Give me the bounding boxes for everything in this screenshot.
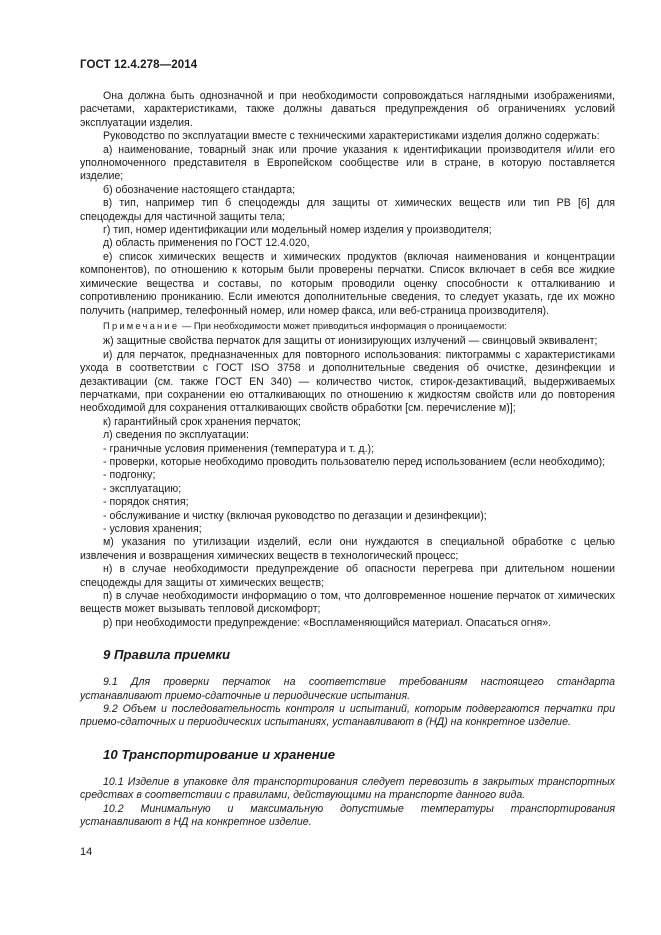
clause-10-1: 10.1 Изделие в упаковке для транспортирования следует перевозить в закрытых транспортных средствах в соответствии с правилами, действующими на транспорте данного вида.	[80, 775, 615, 802]
list-item-i: и) для перчаток, предназначенных для повторного использования: пиктограммы с характеристиками ухода в соответствии с ГОСТ ISO 3758 и дополнительные сведения об очистке, дезинфекции и дезактивации (см. также ГОСТ EN 340) — количество чисток, стирок-дезактиваций, выдерживаемых перчатками, при сохранении ею отталкивающих по отношению к жидкостям свойств или до повторения необходимой для сохранения отталкивающих свойств обработки [см. перечисление м)];	[80, 348, 615, 415]
paragraph: Она должна быть однозначной и при необходимости сопровождаться наглядными изображениями, расчетами, характеристиками, также должны даваться предупреждения об ограничениях условий эксплуатации изделия.	[80, 90, 615, 129]
list-item-g: г) тип, номер идентификации или модельный номер изделия у производителя;	[103, 224, 492, 237]
list-item-p: п) в случае необходимости информацию о том, что долговременное ношение перчаток от химических веществ может вызывать тепловой дискомфорт;	[80, 590, 615, 616]
section-10-heading: 10 Транспортирование и хранение	[103, 746, 336, 762]
dash-item: - порядок снятия;	[103, 496, 189, 509]
dash-item: - обслуживание и чистку (включая руководство по дегазации и дезинфекции);	[103, 509, 487, 522]
list-item-e: е) список химических веществ и химических продуктов (включая наименования и концентрации компонентов), по отношению к которым были проверены перчатки. Список включает в себя все жидкие химические вещества и составы, по которым проводили оценку способности к отталкиванию и сопротивлению прониканию. Если имеются дополнительные сведения, то следует указать, где их можно получить (например, телефонный номер, или номер факса, или веб-страница производителя).	[80, 250, 615, 317]
list-item-r: р) при необходимости предупреждение: «Воспламеняющийся материал. Опасаться огня».	[103, 616, 552, 629]
note	[80, 319, 615, 332]
clause-10-2: 10.2 Минимальную и максимальную допустимые температуры транспортирования устанавливают в НД на конкретное изделие.	[80, 802, 615, 829]
list-item-v: в) тип, например тип б спецодежды для защиты от химических веществ или тип PB [6] для спецодежды для частичной защиты тела;	[80, 197, 615, 223]
dash-item: - подгонку;	[103, 469, 156, 482]
list-item-n: н) в случае необходимости предупреждение об опасности перегрева при длительном ношении спецодежды для защиты от химических веществ;	[80, 563, 615, 589]
dash-item: - условия хранения;	[103, 523, 202, 535]
dash-item: - эксплуатацию;	[103, 482, 182, 495]
note-text: — При необходимости может приводиться информация о проницаемости:	[179, 319, 507, 331]
dash-item: - проверки, которые необходимо проводить пользователю перед использованием (если необходимо);	[103, 455, 606, 468]
section-9-heading: 9 Правила приемки	[103, 647, 231, 663]
clause-9-1: 9.1 Для проверки перчаток на соответствие требованиям настоящего стандарта устанавливают приемо-сдаточные и периодические испытания.	[80, 676, 615, 702]
list-item-d: д) область применения по ГОСТ 12.4.020,	[103, 237, 310, 250]
page-content	[80, 90, 615, 830]
clause-9-2: 9.2 Объем и последовательность контроля и испытаний, которым подвергаются перчатки при приемо-сдаточных и периодических испытаниях, устанавливают в (НД) на конкретное изделие.	[80, 703, 615, 729]
paragraph: Руководство по эксплуатации вместе с техническими характеристиками изделия должно содержать:	[103, 130, 600, 143]
list-item-zh: ж) защитные свойства перчаток для защиты от ионизирующих излучений — свинцовый эквивалент;	[103, 335, 598, 348]
list-item-m: м) указания по утилизации изделий, если они нуждаются в специальной обработке с целью извлечения и возвращения химических веществ в технологический процесс;	[80, 536, 615, 562]
note-label: Примечание	[103, 319, 180, 331]
standard-code-header: ГОСТ 12.4.278—2014	[80, 59, 198, 71]
list-item-a: а) наименование, товарный знак или прочие указания к идентификации производителя и/или его уполномоченного представителя в Европейском сообществе или в стране, в которую поставляется изделие;	[80, 143, 615, 183]
list-item-l: л) сведения по эксплуатации:	[103, 429, 249, 442]
dash-item: - граничные условия применения (температура и т. д.);	[103, 442, 375, 455]
page-number: 14	[80, 846, 93, 858]
list-item-b: б) обозначение настоящего стандарта;	[103, 183, 296, 196]
list-item-k: к) гарантийный срок хранения перчаток;	[103, 415, 301, 428]
